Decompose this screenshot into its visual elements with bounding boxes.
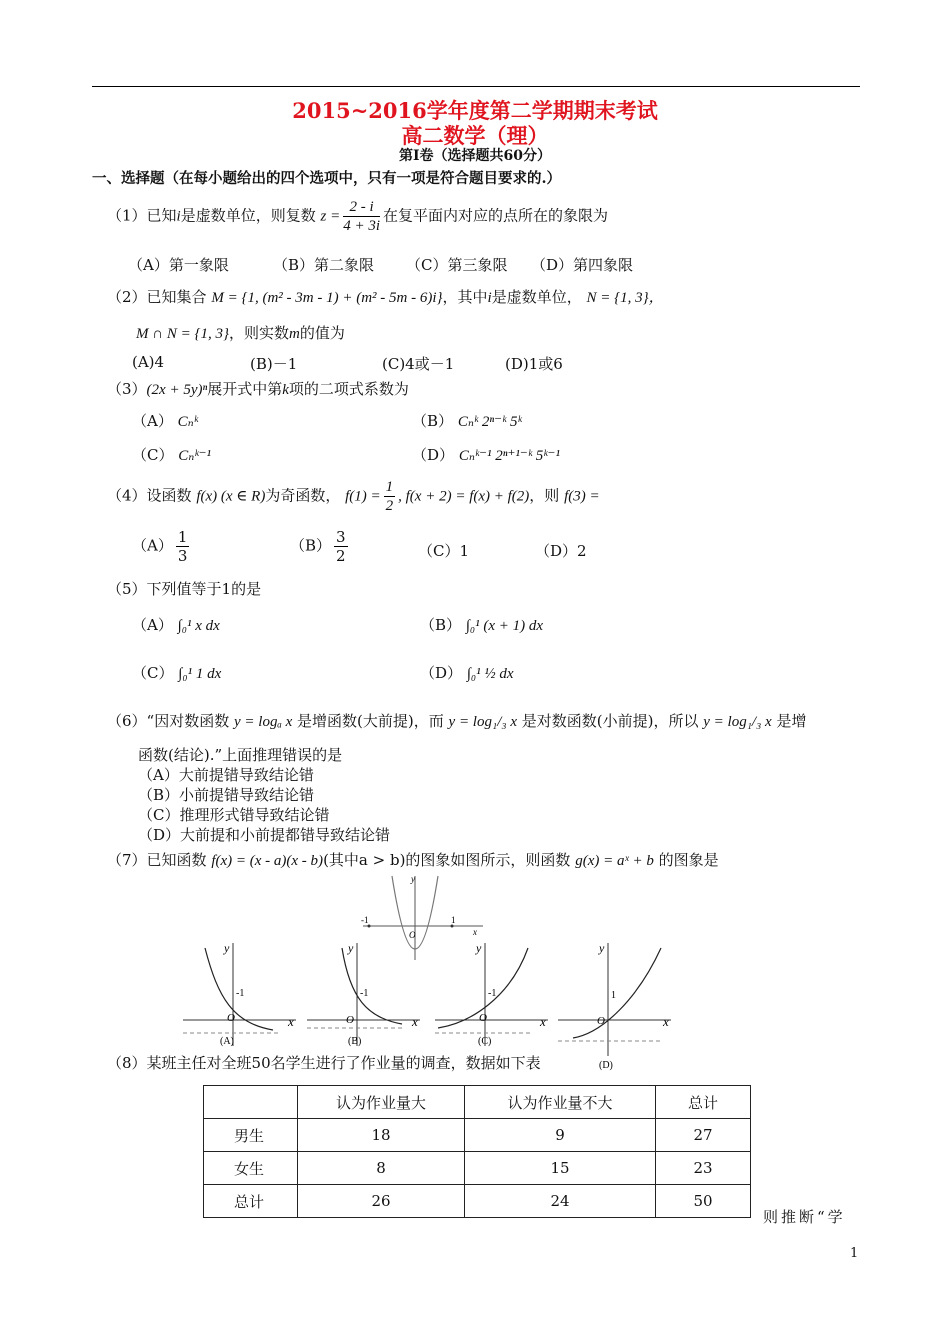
- q4-pre: （4）设函数: [107, 486, 192, 505]
- q1-num: 2 - i: [343, 198, 380, 217]
- q3-d-label: （D）: [412, 446, 455, 464]
- q8-tail: 则推断“学: [763, 1208, 846, 1226]
- svg-text:O: O: [597, 1015, 605, 1027]
- q2-line2b: ，则实数: [228, 324, 289, 342]
- q5-c-label: （C）: [132, 664, 174, 682]
- q5-a-expr: ∫₀¹ x dx: [177, 618, 220, 634]
- q6-post: 是增: [776, 712, 807, 730]
- svg-text:-1: -1: [488, 988, 497, 999]
- q7-pre: （7）已知函数: [107, 851, 207, 869]
- q6-pre: （6）“因对数函数: [107, 712, 230, 730]
- svg-text:1: 1: [611, 990, 616, 1001]
- q4-a-label: （A）: [132, 536, 173, 555]
- graph-d-label: (D): [599, 1060, 613, 1071]
- table-cell: 50: [656, 1185, 751, 1218]
- table-header-row: [204, 1086, 751, 1119]
- question-2: [107, 286, 664, 307]
- q4-b-den: 2: [336, 547, 346, 565]
- table-cell: 18: [298, 1119, 465, 1152]
- q4-b-label: （B）: [290, 536, 332, 555]
- q6-option-b: （B）小前提错导致结论错: [138, 786, 315, 804]
- question-8: （8）某班主任对全班50名学生进行了作业量的调查，数据如下表: [107, 1054, 541, 1072]
- q3-option-c: [132, 444, 211, 465]
- q3-b-expr: Cₙᵏ 2ⁿ⁻ᵏ 5ᵏ: [457, 414, 522, 430]
- question-1: [107, 198, 608, 235]
- svg-text:-1: -1: [236, 988, 245, 999]
- q1-fraction: [343, 198, 380, 235]
- q7-post: 的图象是: [658, 851, 719, 869]
- q2-option-c: (C)4或－1: [382, 355, 455, 373]
- q1-den: 4 + 3i: [343, 218, 381, 234]
- q4-option-b: [290, 528, 351, 565]
- volume-heading: 第Ⅰ卷（选择题共60分）: [398, 148, 552, 164]
- q2-option-d: (D)1或6: [505, 355, 563, 373]
- q3-c-expr: Cₙᵏ⁻¹: [178, 448, 211, 464]
- q1-i: i: [176, 208, 181, 225]
- q1-option-a: （A）第一象限: [128, 256, 229, 274]
- table-cell: 9: [465, 1119, 656, 1152]
- svg-text:1: 1: [451, 915, 456, 925]
- q2-mid2: 是虚数单位，: [491, 288, 582, 306]
- q2-m: m: [288, 326, 300, 342]
- q3-option-b: [412, 410, 522, 431]
- page-number: 1: [850, 1246, 859, 1261]
- graph-b-label: (B): [348, 1036, 362, 1047]
- q2-mid: ，其中: [442, 288, 488, 306]
- q3-post: 项的二项式系数为: [288, 380, 409, 398]
- q5-option-b: [420, 614, 543, 635]
- q3-pre: （3）: [107, 380, 147, 398]
- q2-option-b: (B)－1: [250, 355, 298, 373]
- svg-text:O: O: [479, 1012, 487, 1024]
- q6-line2: 函数(结论).”上面推理错误的是: [138, 746, 343, 764]
- graph-c: [430, 938, 554, 1048]
- svg-text:y: y: [599, 941, 605, 955]
- table-cell: 女生: [204, 1152, 298, 1185]
- table-cell: 8: [298, 1152, 465, 1185]
- table-cell: 23: [656, 1152, 751, 1185]
- top-rule: [92, 86, 860, 87]
- q4-a-frac: [176, 528, 190, 565]
- svg-text:O: O: [227, 1012, 235, 1024]
- q4-f3: f(3) =: [564, 488, 600, 505]
- q2-line2c: 的值为: [299, 324, 345, 342]
- question-3: [107, 378, 409, 399]
- svg-text:x: x: [288, 1014, 294, 1029]
- q5-d-label: （D）: [420, 664, 463, 682]
- graph-a-label: (A): [220, 1036, 234, 1047]
- q1-option-c: （C）第三象限: [406, 256, 508, 274]
- table-cell: 15: [465, 1152, 656, 1185]
- question-5: （5）下列值等于1的是: [107, 580, 262, 598]
- svg-text:x: x: [540, 1014, 546, 1029]
- table-cell: 24: [465, 1185, 656, 1218]
- table-cell: 27: [656, 1119, 751, 1152]
- table-header-cell: 认为作业量大: [298, 1086, 465, 1119]
- q1-pre: （1）已知: [107, 206, 177, 225]
- q3-option-a: [132, 410, 198, 431]
- svg-text:O: O: [409, 930, 416, 940]
- q6-e2: y = log₁/₃ x: [448, 714, 517, 730]
- q6-option-d: （D）大前提和小前提都错导致结论错: [138, 826, 391, 844]
- exam-subtitle: 高二数学（理）: [401, 123, 549, 148]
- q4-a-num: 1: [177, 528, 188, 546]
- survey-table: [203, 1085, 751, 1218]
- q4-f: f(x) (x ∈ R): [196, 488, 266, 505]
- q2-i: i: [487, 290, 492, 306]
- q3-d-expr: Cₙᵏ⁻¹ 2ⁿ⁺¹⁻ᵏ 5ᵏ⁻¹: [458, 448, 560, 464]
- q3-a-expr: Cₙᵏ: [177, 414, 198, 430]
- svg-text:y: y: [476, 941, 482, 955]
- svg-text:O: O: [346, 1014, 354, 1026]
- svg-text:-1: -1: [361, 915, 369, 925]
- q4-half-num: 1: [385, 479, 394, 495]
- svg-text:x: x: [473, 927, 477, 937]
- graph-d: [553, 938, 677, 1072]
- graph-a: [178, 938, 302, 1048]
- q2-pre: （2）已知集合: [107, 288, 207, 306]
- q4-post: ，则: [529, 486, 560, 505]
- q3-expr: (2x + 5y)ⁿ: [146, 382, 208, 398]
- svg-text:x: x: [412, 1014, 418, 1029]
- q7-g: g(x) = aˣ + b: [575, 853, 654, 869]
- q4-option-d: （D）2: [535, 542, 587, 560]
- q5-c-expr: ∫₀¹ 1 dx: [178, 666, 222, 682]
- table-header-cell: 总计: [656, 1086, 751, 1119]
- q6-mid2: 是对数函数(小前提)，所以: [521, 712, 699, 730]
- q7-f: f(x) = (x - a)(x - b): [211, 853, 324, 869]
- q5-d-expr: ∫₀¹ ½ dx: [466, 666, 514, 682]
- q5-option-d: [420, 662, 514, 683]
- svg-text:y: y: [411, 874, 415, 884]
- q5-a-label: （A）: [132, 616, 173, 634]
- q6-mid: 是增函数(大前提)，而: [297, 712, 444, 730]
- q4-half-den: 2: [385, 498, 394, 514]
- q3-k: k: [282, 382, 289, 398]
- q3-b-label: （B）: [412, 412, 454, 430]
- q5-b-expr: ∫₀¹ (x + 1) dx: [465, 618, 544, 634]
- q1-mid: 是虚数单位，则复数: [180, 206, 316, 225]
- q4-b-num: 3: [336, 528, 346, 546]
- exam-title: 2015~2016学年度第二学期期末考试: [292, 98, 658, 123]
- q5-b-label: （B）: [420, 616, 462, 634]
- q4-half: [384, 478, 396, 515]
- question-7: [107, 849, 719, 870]
- q5-option-a: [132, 614, 220, 635]
- q3-c-label: （C）: [132, 446, 174, 464]
- table-header-cell: 认为作业量不大: [465, 1086, 656, 1119]
- table-cell: 男生: [204, 1119, 298, 1152]
- q1-post: 在复平面内对应的点所在的象限为: [383, 206, 609, 225]
- q5-option-c: [132, 662, 221, 683]
- table-row: [204, 1185, 751, 1218]
- q4-b-frac: [334, 528, 348, 565]
- table-header-cell: [204, 1086, 298, 1119]
- q2-n: N = {1, 3}，: [586, 290, 664, 306]
- q3-a-label: （A）: [132, 412, 173, 430]
- graph-c-label: (C): [478, 1036, 492, 1047]
- table-cell: 总计: [204, 1185, 298, 1218]
- q6-e1: y = logₐ x: [234, 714, 293, 730]
- q4-option-c: （C）1: [418, 542, 470, 560]
- q2-set: M = {1, (m² - 3m - 1) + (m² - 5m - 6)i}: [211, 290, 443, 306]
- q2-option-a: (A)4: [132, 353, 165, 371]
- table-row: [204, 1119, 751, 1152]
- svg-text:-1: -1: [360, 988, 369, 999]
- svg-text:x: x: [663, 1014, 669, 1029]
- q4-f2: , f(x + 2) = f(x) + f(2): [398, 488, 530, 505]
- q4-a-den: 3: [177, 547, 188, 565]
- q6-option-c: （C）推理形式错导致结论错: [138, 806, 330, 824]
- svg-text:y: y: [348, 941, 354, 955]
- question-4: [107, 478, 600, 515]
- q6-e3: y = log₁/₃ x: [703, 714, 772, 730]
- q3-mid: 展开式中第: [207, 380, 283, 398]
- q4-f1: f(1) =: [345, 488, 381, 505]
- q2-intersection: M ∩ N = {1, 3}: [136, 326, 229, 342]
- question-6: [107, 710, 807, 731]
- q2-line2: [136, 322, 345, 343]
- q4-mid: 为奇函数，: [265, 486, 341, 505]
- q1-option-d: （D）第四象限: [531, 256, 634, 274]
- table-cell: 26: [298, 1185, 465, 1218]
- q7-mid: 的图象如图所示，则函数: [405, 851, 571, 869]
- table-row: [204, 1152, 751, 1185]
- q1-option-b: （B）第二象限: [273, 256, 375, 274]
- q3-option-d: [412, 444, 560, 465]
- q1-z: z =: [320, 208, 341, 225]
- q7-cond: (其中a > b): [323, 851, 406, 869]
- q4-option-a: [132, 528, 192, 565]
- graph-b: [302, 938, 426, 1048]
- svg-text:y: y: [224, 941, 230, 955]
- q6-option-a: （A）大前提错导致结论错: [138, 766, 314, 784]
- section-heading: 一、选择题（在每小题给出的四个选项中，只有一项是符合题目要求的.）: [92, 170, 562, 187]
